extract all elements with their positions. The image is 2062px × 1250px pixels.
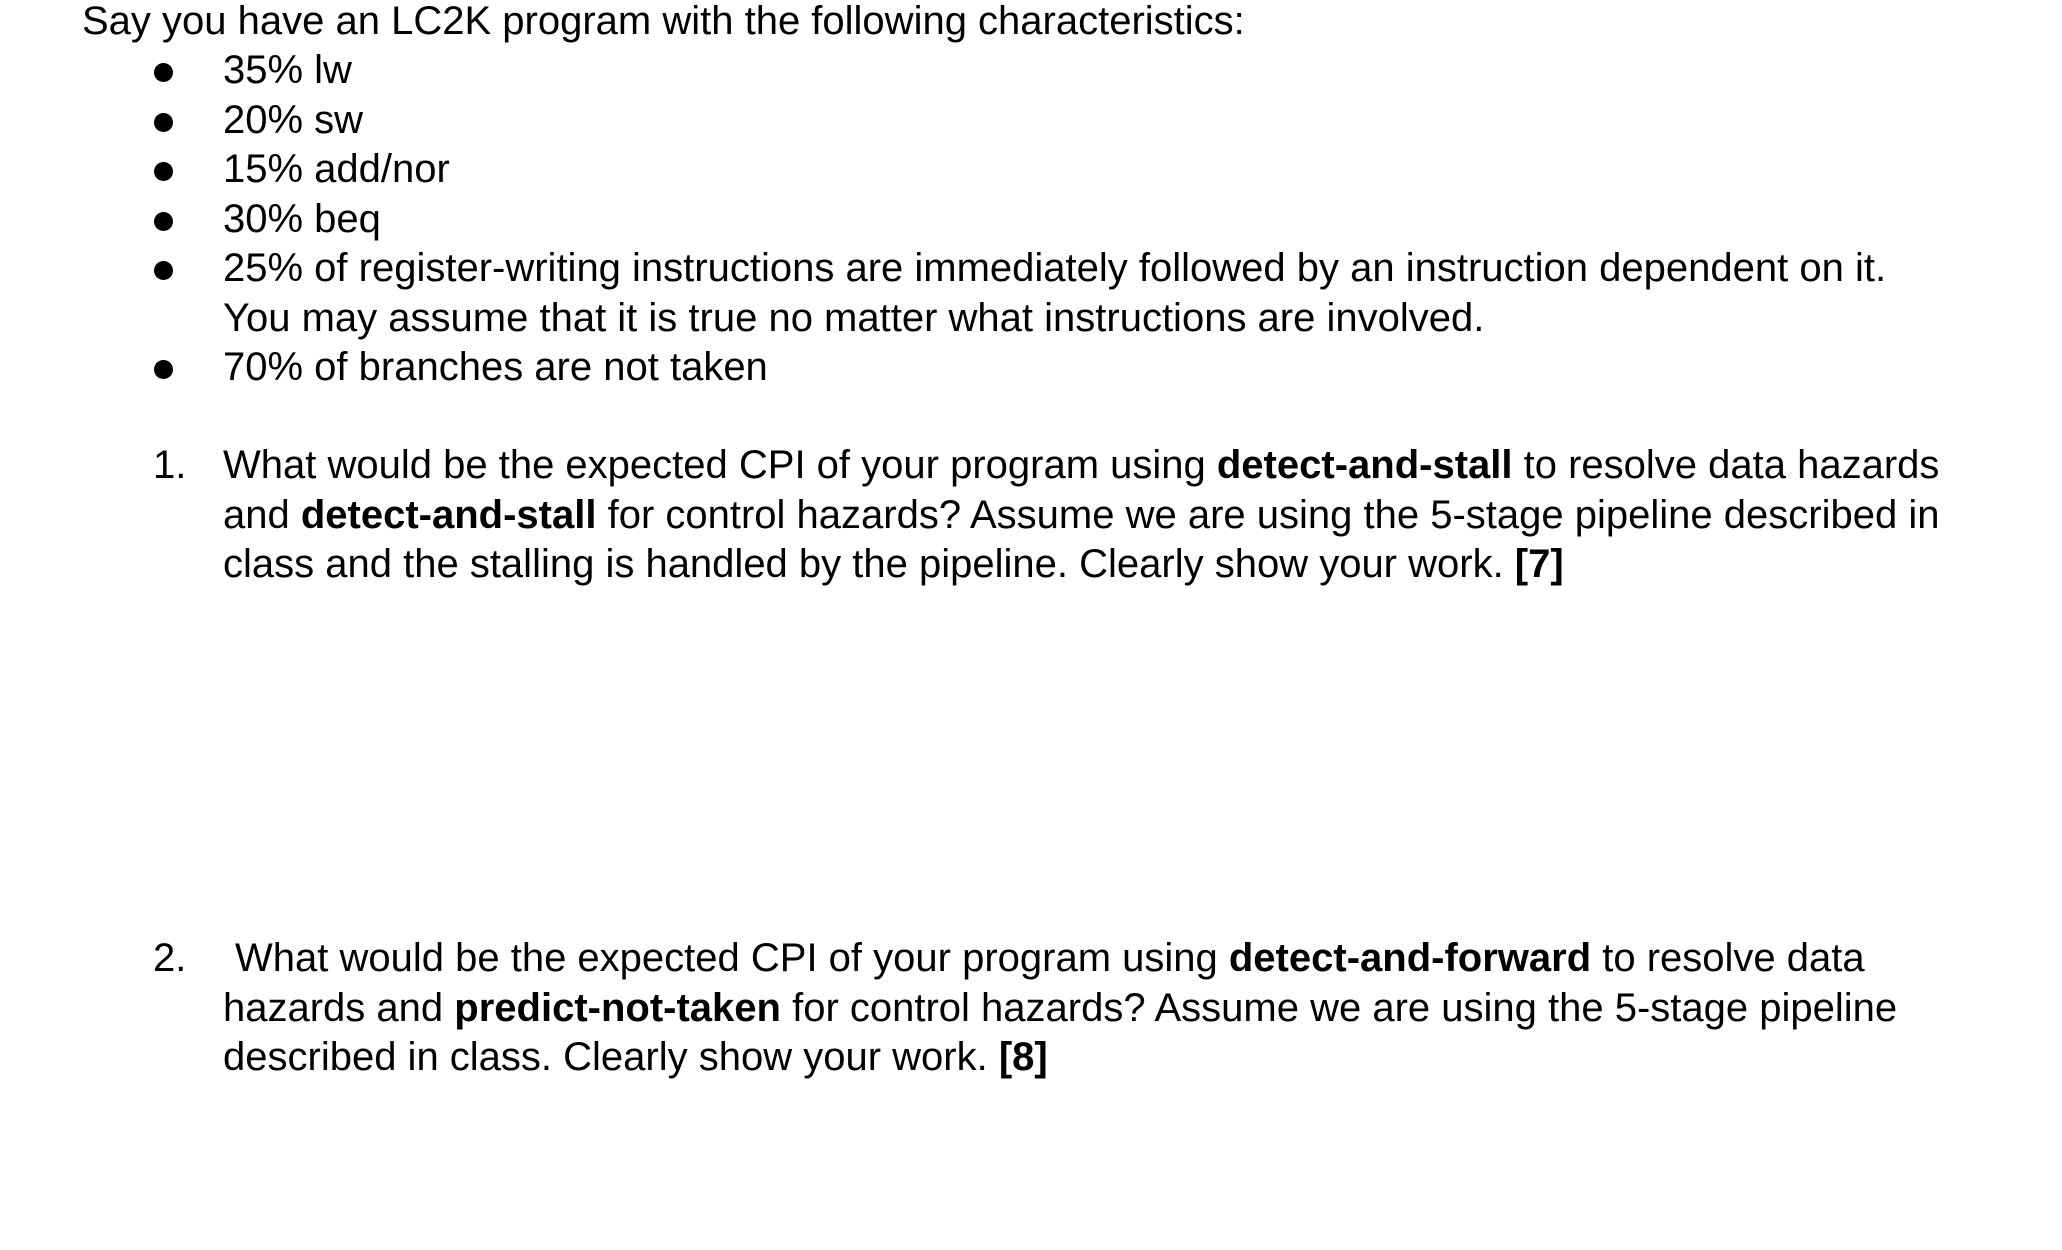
question-text-part: What would be the expected CPI of your program using [223,443,1217,487]
list-item [0,244,1943,343]
question-emphasis: detect-and-stall [1216,443,1513,487]
question-text [223,934,1943,1083]
question-text-part: for control hazards? Assume we are using the 5-stage pipeline described in class. Clearly show your work. [223,985,1898,1079]
question-text-part: to resolve data hazards and [223,443,1940,537]
question-text-part: for control hazards? Assume we are using the 5-stage pipeline described in class and the stalling is handled by the pipeline. Clearly show your work. [223,492,1940,586]
question-emphasis: predict-not-taken [454,985,781,1030]
list-item-text: 35% lw [223,48,352,92]
bullet-icon [154,113,173,132]
question-emphasis: detect-and-forward [1228,936,1592,980]
list-item-text: 15% add/nor [223,147,450,191]
question-text-part: to resolve data hazards and [223,936,1865,1030]
list-item [0,343,1943,393]
question-1 [0,441,1943,590]
list-item-text: 70% of branches are not taken [223,345,768,389]
question-text [223,441,1943,590]
question-emphasis: detect-and-stall [300,492,597,537]
characteristics-list [0,46,1943,393]
list-item [0,96,1943,146]
bullet-icon [154,360,173,379]
bullet-icon [154,162,173,181]
list-item-text: 20% sw [223,97,364,142]
bullet-icon [154,212,173,231]
list-item [0,195,1943,245]
intro-text: Say you have an LC2K program with the following characteristics: [82,0,1245,43]
question-number: 2. [153,936,187,980]
list-item [0,46,1943,96]
list-item-text: 30% beq [223,196,381,241]
list-item-text: 25% of register-writing instructions are immediately followed by an instruction dependent on it. You may assume that it is true no matter what instructions are involved. [223,246,1887,340]
question-text-part: What would be the expected CPI of your program using [235,936,1229,980]
list-item [0,145,1943,195]
question-2 [0,934,1943,1083]
bullet-icon [154,261,173,280]
question-number: 1. [153,443,187,487]
question-points: [7] [1514,542,1564,586]
bullet-icon [154,63,173,82]
question-points: [8] [998,1035,1048,1079]
